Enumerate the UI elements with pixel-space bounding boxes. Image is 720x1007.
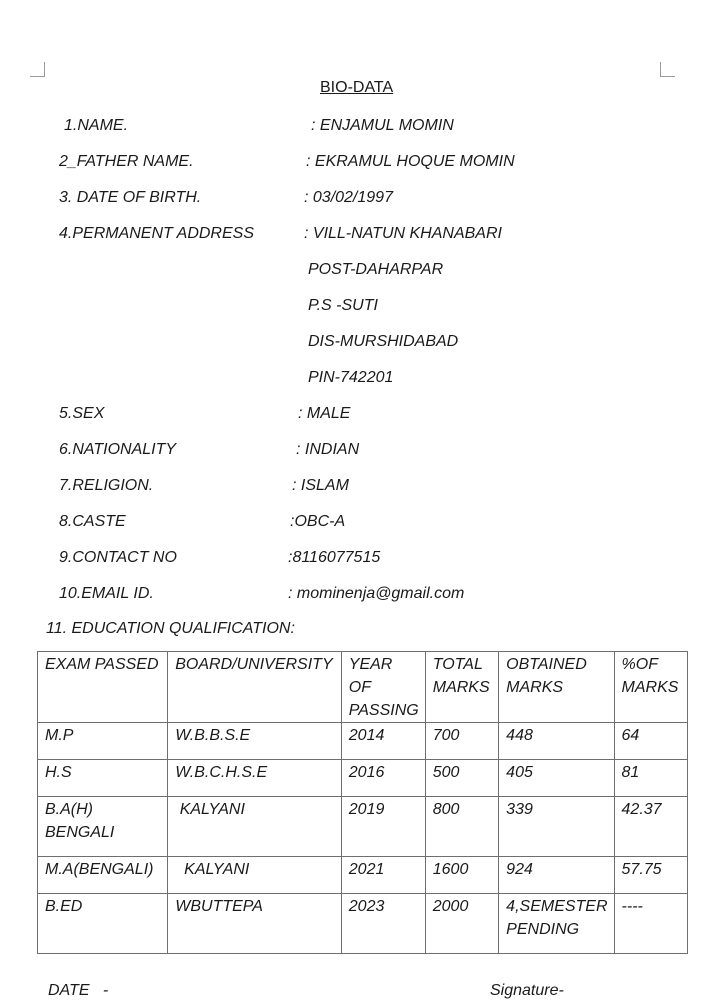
table-cell: 2016 (341, 760, 425, 797)
address-line-ps: P.S -SUTI (308, 297, 378, 314)
date-label: DATE - (48, 982, 109, 999)
field-value-religion: : ISLAM (292, 477, 349, 494)
table-cell: 2019 (341, 797, 425, 857)
table-cell: H.S (38, 760, 168, 797)
field-label-contact: 9.CONTACT NO (59, 549, 177, 566)
table-cell: 448 (499, 723, 614, 760)
page-corner-mark-left (30, 62, 45, 77)
table-cell: 2023 (341, 894, 425, 954)
field-value-nationality: : INDIAN (296, 441, 360, 458)
field-label-sex: 5.SEX (59, 405, 105, 422)
header-text: OBTAINED (506, 656, 587, 673)
table-cell: 700 (425, 723, 498, 760)
address-line-pin: PIN-742201 (308, 369, 394, 386)
header-text: TOTAL (432, 656, 483, 673)
education-heading: 11. EDUCATION QUALIFICATION: (46, 620, 295, 637)
field-value-address: : VILL-NATUN KHANABARI (304, 225, 502, 242)
table-cell: W.B.B.S.E (168, 723, 342, 760)
header-text: MARKS (432, 679, 490, 696)
page-corner-mark-right (660, 62, 675, 77)
field-label-name: 1.NAME. (64, 117, 129, 134)
table-cell: 500 (425, 760, 498, 797)
table-cell: W.B.C.H.S.E (168, 760, 342, 797)
address-line-post: POST-DAHARPAR (308, 261, 444, 278)
table-cell: M.A(BENGALI) (38, 857, 168, 894)
header-text: MARKS (621, 679, 679, 696)
field-value-father-name: : EKRAMUL HOQUE MOMIN (306, 153, 515, 170)
header-total-marks (425, 652, 498, 723)
header-exam-passed (38, 652, 168, 723)
table-cell: 81 (614, 760, 687, 797)
cell-line: 4,SEMESTER (506, 898, 608, 915)
table-cell: 1600 (425, 857, 498, 894)
table-row (38, 760, 688, 797)
header-obtained-marks (499, 652, 614, 723)
table-cell: KALYANI (168, 857, 342, 894)
field-value-dob: : 03/02/1997 (304, 189, 393, 206)
field-value-contact: :8116077515 (288, 549, 381, 566)
table-row (38, 723, 688, 760)
table-cell: 2000 (425, 894, 498, 954)
header-text: EXAM PASSED (45, 656, 159, 673)
cell-line: PENDING (506, 921, 580, 938)
header-text: YEAR OF (348, 656, 393, 696)
field-label-caste: 8.CASTE (59, 513, 126, 530)
header-text: MARKS (506, 679, 564, 696)
table-row (38, 894, 688, 954)
header-text: %OF (621, 656, 658, 673)
header-text: BOARD/UNIVERSITY (175, 656, 333, 673)
field-label-dob: 3. DATE OF BIRTH. (59, 189, 202, 206)
table-cell: 57.75 (614, 857, 687, 894)
table-cell: 924 (499, 857, 614, 894)
cell-line: BENGALI (45, 824, 115, 841)
field-label-email: 10.EMAIL ID. (59, 585, 154, 602)
education-table (37, 651, 688, 954)
field-label-address: 4.PERMANENT ADDRESS (59, 225, 254, 242)
field-value-email: : mominenja@gmail.com (288, 585, 465, 602)
table-cell: 42.37 (614, 797, 687, 857)
table-row (38, 797, 688, 857)
field-value-caste: :OBC-A (290, 513, 346, 530)
table-cell: 405 (499, 760, 614, 797)
table-cell: 2021 (341, 857, 425, 894)
table-cell: WBUTTEPA (168, 894, 342, 954)
table-cell: B.ED (38, 894, 168, 954)
table-cell (499, 894, 614, 954)
table-cell: 800 (425, 797, 498, 857)
signature-label: Signature- (490, 982, 564, 999)
header-percent-marks (614, 652, 687, 723)
table-cell: 64 (614, 723, 687, 760)
table-cell (38, 797, 168, 857)
table-cell: 339 (499, 797, 614, 857)
field-label-religion: 7.RELIGION. (59, 477, 154, 494)
document-title: BIO-DATA (320, 79, 394, 96)
table-row (38, 857, 688, 894)
table-cell: 2014 (341, 723, 425, 760)
header-board (168, 652, 342, 723)
table-cell: M.P (38, 723, 168, 760)
table-cell: ---- (614, 894, 687, 954)
header-year (341, 652, 425, 723)
field-value-sex: : MALE (298, 405, 351, 422)
cell-line: B.A(H) (45, 801, 93, 818)
field-label-father-name: 2_FATHER NAME. (59, 153, 194, 170)
field-label-nationality: 6.NATIONALITY (59, 441, 177, 458)
education-header-row (38, 652, 688, 723)
table-cell: KALYANI (168, 797, 342, 857)
header-text: PASSING (348, 702, 419, 719)
address-line-district: DIS-MURSHIDABAD (308, 333, 459, 350)
field-value-name: : ENJAMUL MOMIN (311, 117, 454, 134)
